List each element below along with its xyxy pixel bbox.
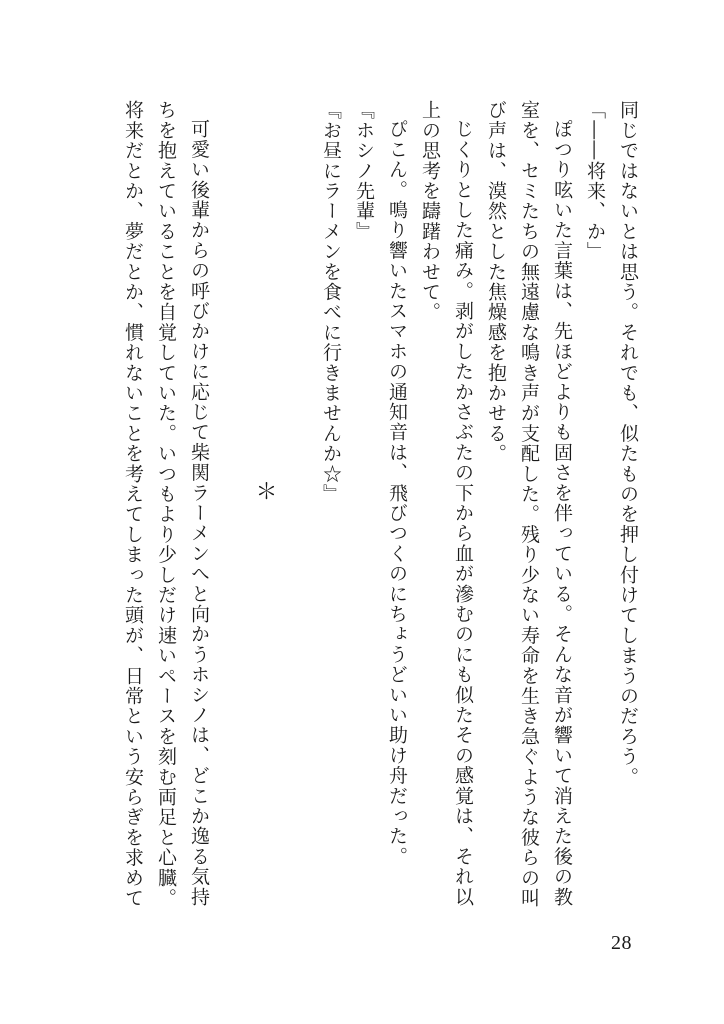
- section-break-asterisk: ＊: [252, 480, 277, 504]
- text-line-6: じくりとした痛み。剥がしたかさぶたの下から血が滲むのにも似たその感覚は、それ以: [452, 119, 474, 907]
- page-number: 28: [611, 932, 632, 954]
- vertical-text-body: [116, 100, 644, 909]
- text-line-16: 将来だとか、夢だとか、慣れないことを考えてしまった頭が、日常という安らぎを求めて: [122, 100, 144, 908]
- blank-line: [281, 100, 314, 900]
- text-line-14: 可愛い後輩からの呼びかけに応じて柴関ラーメンへと向かうホシノは、どこか逸る気持: [188, 119, 210, 907]
- text-line-8: ぴこん。鳴り響いたスマホの通知音は、飛びつくのにちょうどいい助け舟だった。: [386, 119, 408, 867]
- text-line-15: ちを抱えていることを自覚していた。いつもより少しだけ速いペースを刻む両足と心臓。: [155, 100, 177, 908]
- text-line-10: 『お昼にラーメンを食べに行きませんか☆』: [320, 100, 342, 504]
- text-line-2: 「――将来、か」: [584, 100, 606, 262]
- text-line-4: 室を、セミたちの無遠慮な鳴き声が支配した。残り少ない寿命を生き急ぐような彼らの叫: [518, 100, 540, 909]
- text-line-7: 上の思考を躊躇わせて。: [419, 100, 441, 323]
- blank-line: [215, 100, 248, 900]
- text-line-1: 同じではないとは思う。それでも、似たものを押し付けてしまうのだろう。: [617, 100, 639, 787]
- text-line-5: び声は、漠然とした焦燥感を抱かせる。: [485, 100, 507, 464]
- text-line-9: 『ホシノ先輩』: [353, 100, 375, 242]
- text-line-3: ぽつり呟いた言葉は、先ほどよりも固さを伴っている。そんな音が響いて消えた後の教: [551, 119, 573, 907]
